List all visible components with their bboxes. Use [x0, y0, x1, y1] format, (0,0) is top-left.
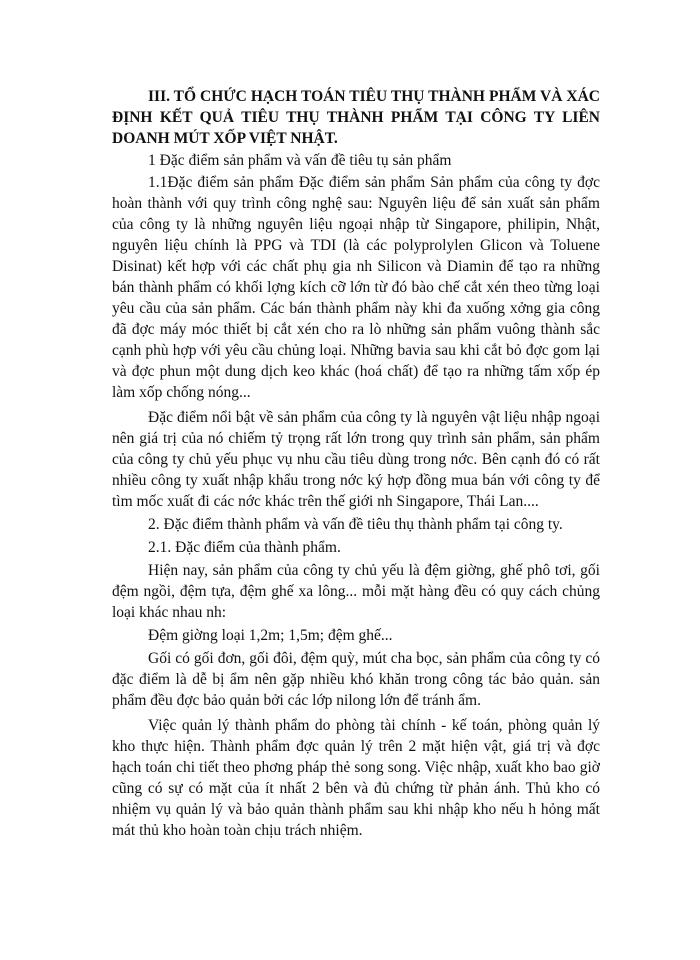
- paragraph-mattress-sizes: Đệm giờng loại 1,2m; 1,5m; đệm ghế...: [148, 627, 393, 644]
- paragraph-pillows: Gối có gối đơn, gối đôi, đệm quỳ, mút cha bọc, sản phẩm của công ty có đặc điểm là dễ bị ẩm nên gặp nhiều khó khăn trong công tác bảo quản. sản phẩm đều đợc bảo quản bởi các lớp nilong lớn để tránh ẩm.: [112, 650, 600, 709]
- paragraph-product-highlights: Đặc điểm nổi bật về sản phẩm của công ty là nguyên vật liệu nhập ngoại nên giá trị của nó chiếm tỷ trọng rất lớn trong quy trình sản phẩm, sản phẩm của công ty chủ yếu phục vụ nhu cầu tiêu dùng trong nớc. Bên cạnh đó có rất nhiều công ty xuất nhập khẩu trong nớc ký hợp đồng mua bán với công ty để tìm mốc xuất đi các nớc khác trên thế giới nh Singapore, Thái Lan....: [112, 409, 600, 510]
- paragraph-product-features: 1.1Đặc điểm sản phẩm Đặc điểm sản phẩm Sản phẩm của công ty đợc hoàn thành với quy trình công nghệ sau: Nguyên liệu để sản xuất sản phẩm của công ty là những nguyên liệu ngoại nhập từ Singapore, philipin, Nhật, nguyên liệu chính là PPG và TDI (là các polyprolylen Glicon và Toluene Disinat) kết hợp với các chất phụ gia nh Silicon và Diamin để tạo ra những bán thành phẩm có khối lợng kích cỡ lớn từ đó bào chế cắt xén theo từng loại yêu cầu của sản phẩm. Các bán thành phẩm này khi đa xuống xởng gia công đã đợc máy móc thiết bị cắt xén cho ra lò những sản phẩm vuông thành sắc cạnh phù hợp với yêu cầu chủng loại. Những bavia sau khi cắt bỏ đợc gom lại và đợc phun một dung dịch keo khác (hoá chất) để tạo ra những tấm xốp ép làm xốp chống nóng...: [112, 174, 600, 401]
- document-page: [112, 86, 600, 843]
- subsection-1-title: 1 Đặc điểm sản phẩm và vấn đề tiêu tụ sản phẩm: [148, 152, 452, 169]
- paragraph-current-products: Hiện nay, sản phẩm của công ty chủ yếu là đệm giờng, ghế phô tơi, gối đệm ngồi, đệm tựa, đệm ghế xa lông... mỗi mặt hàng đều có quy cách chủng loại khác nhau nh:: [112, 562, 600, 621]
- subsection-2-1-title: 2.1. Đặc điểm của thành phẩm.: [148, 539, 341, 556]
- subsection-2-title: 2. Đặc điểm thành phẩm và vấn đề tiêu thụ thành phẩm tại công ty.: [148, 516, 563, 533]
- section-heading: III. TỔ CHỨC HẠCH TOÁN TIÊU THỤ THÀNH PHẨM VÀ XÁC ĐỊNH KẾT QUẢ TIÊU THỤ THÀNH PHẨM TẠI CÔNG TY LIÊN DOANH MÚT XỐP VIỆT NHẬT.: [112, 88, 600, 147]
- paragraph-inventory-management: Việc quản lý thành phẩm do phòng tài chính - kế toán, phòng quản lý kho thực hiện. Thành phẩm đợc quản lý trên 2 mặt hiện vật, giá trị và đợc hạch toán chi tiết theo phơng pháp thẻ song song. Việc nhập, xuất kho bao giờ cũng có sự có mặt của ít nhất 2 bên và đủ chứng từ phản ánh. Thủ kho có nhiệm vụ quản lý và bảo quản thành phẩm sau khi nhập kho nếu h hỏng mất mát thủ kho hoàn toàn chịu trách nhiệm.: [112, 717, 600, 839]
